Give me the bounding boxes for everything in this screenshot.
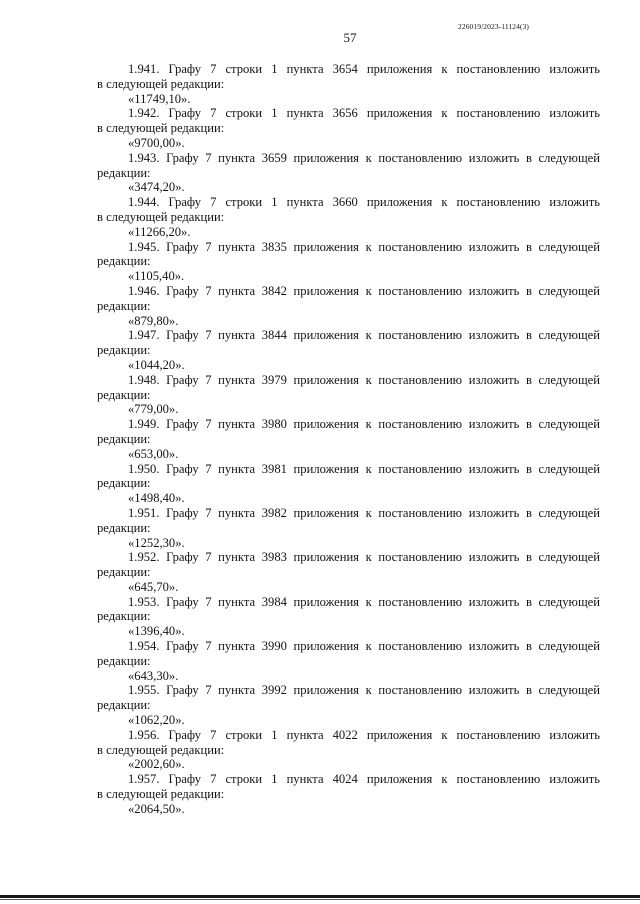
amendment-item <box>97 373 600 417</box>
amendment-value: «643,30». <box>128 668 179 683</box>
bottom-scan-edge <box>0 895 640 898</box>
amendment-value: «1062,20». <box>128 713 185 728</box>
page-number: 57 <box>343 30 357 45</box>
amendment-value: «1105,40». <box>128 269 185 284</box>
amendment-text: 1.953. Графу 7 пункта 3984 приложения к постановлению изложить в следующей <box>128 594 600 609</box>
amendment-text: 1.952. Графу 7 пункта 3983 приложения к постановлению изложить в следующей <box>128 550 600 565</box>
amendment-text-continued: в следующей редакции: <box>97 787 225 802</box>
amendment-value: «653,00». <box>128 446 179 461</box>
amendment-item <box>97 62 600 106</box>
amendment-text-continued: редакции: <box>97 520 151 535</box>
amendment-text-continued: редакции: <box>97 343 151 358</box>
amendment-value: «2002,60». <box>128 757 185 772</box>
amendment-text-continued: редакции: <box>97 298 151 313</box>
amendment-text-continued: редакции: <box>97 387 151 402</box>
amendment-value: «2064,50». <box>128 801 185 816</box>
amendment-text: 1.954. Графу 7 пункта 3990 приложения к постановлению изложить в следующей <box>128 639 600 654</box>
amendment-item <box>97 195 600 239</box>
amendment-text-continued: редакции: <box>97 476 151 491</box>
amendment-text-continued: редакции: <box>97 165 151 180</box>
amendment-text: 1.946. Графу 7 пункта 3842 приложения к постановлению изложить в следующей <box>128 283 600 298</box>
amendment-value: «1498,40». <box>128 491 185 506</box>
amendment-text-continued: в следующей редакции: <box>97 121 225 136</box>
amendment-text-continued: редакции: <box>97 653 151 668</box>
amendment-item <box>97 506 600 550</box>
amendment-text: 1.945. Графу 7 пункта 3835 приложения к постановлению изложить в следующей <box>128 239 600 254</box>
bottom-scan-edge-thin <box>0 899 640 900</box>
amendment-item <box>97 772 600 816</box>
amendment-text-continued: в следующей редакции: <box>97 76 225 91</box>
amendment-value: «11749,10». <box>128 91 191 106</box>
amendment-item <box>97 284 600 328</box>
amendment-value: «879,80». <box>128 313 179 328</box>
amendment-value: «3474,20». <box>128 180 185 195</box>
amendment-value: «1252,30». <box>128 535 185 550</box>
amendment-text-continued: в следующей редакции: <box>97 742 225 757</box>
amendment-value: «11266,20». <box>128 224 191 239</box>
amendment-text: 1.955. Графу 7 пункта 3992 приложения к постановлению изложить в следующей <box>128 683 600 698</box>
amendment-text: 1.941. Графу 7 строки 1 пункта 3654 приложения к постановлению изложить <box>128 62 600 76</box>
amendment-value: «9700,00». <box>128 135 185 150</box>
amendment-text: 1.957. Графу 7 строки 1 пункта 4024 приложения к постановлению изложить <box>128 772 600 787</box>
amendment-item <box>97 639 600 683</box>
amendment-item <box>97 462 600 506</box>
amendment-text: 1.943. Графу 7 пункта 3659 приложения к постановлению изложить в следующей <box>128 150 600 165</box>
amendment-text: 1.956. Графу 7 строки 1 пункта 4022 приложения к постановлению изложить <box>128 727 600 742</box>
amendment-text-continued: редакции: <box>97 698 151 713</box>
amendment-value: «645,70». <box>128 579 179 594</box>
amendment-item <box>97 106 600 150</box>
amendment-text-continued: редакции: <box>97 431 151 446</box>
amendment-item <box>97 550 600 594</box>
amendment-value: «1396,40». <box>128 624 185 639</box>
amendment-item <box>97 417 600 461</box>
amendment-text-continued: редакции: <box>97 565 151 580</box>
amendment-text: 1.947. Графу 7 пункта 3844 приложения к постановлению изложить в следующей <box>128 328 600 343</box>
amendment-text: 1.942. Графу 7 строки 1 пункта 3656 приложения к постановлению изложить <box>128 106 600 121</box>
amendment-item <box>97 683 600 727</box>
amendment-text-continued: редакции: <box>97 254 151 269</box>
amendment-value: «1044,20». <box>128 357 185 372</box>
amendment-value: «779,00». <box>128 402 179 417</box>
amendment-item <box>97 728 600 772</box>
document-body <box>97 62 600 817</box>
amendment-text: 1.944. Графу 7 строки 1 пункта 3660 приложения к постановлению изложить <box>128 195 600 210</box>
document-id: 226019/2023-11124(3) <box>458 22 530 31</box>
amendment-item <box>97 595 600 639</box>
amendment-item <box>97 151 600 195</box>
amendment-text-continued: в следующей редакции: <box>97 209 225 224</box>
amendment-text: 1.948. Графу 7 пункта 3979 приложения к постановлению изложить в следующей <box>128 372 600 387</box>
amendment-item <box>97 328 600 372</box>
amendment-text: 1.950. Графу 7 пункта 3981 приложения к постановлению изложить в следующей <box>128 461 600 476</box>
amendment-text: 1.951. Графу 7 пункта 3982 приложения к постановлению изложить в следующей <box>128 505 600 520</box>
amendment-text-continued: редакции: <box>97 609 151 624</box>
amendment-text: 1.949. Графу 7 пункта 3980 приложения к постановлению изложить в следующей <box>128 417 600 432</box>
amendment-item <box>97 240 600 284</box>
